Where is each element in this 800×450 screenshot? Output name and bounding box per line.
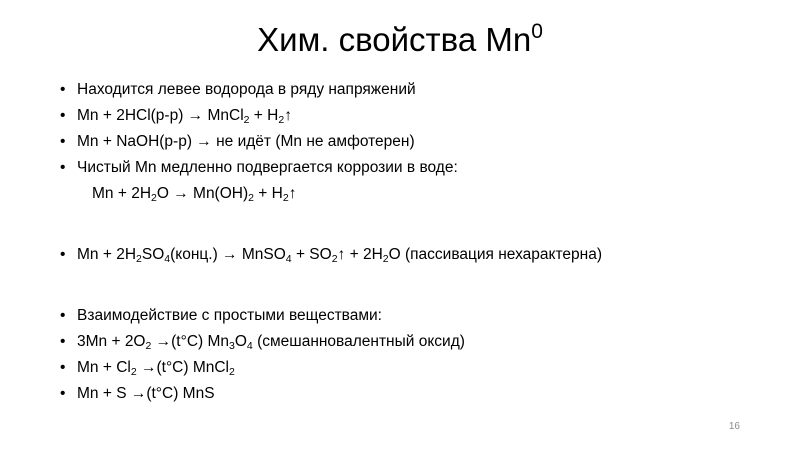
subscript-text: 2 <box>151 192 157 204</box>
subscript-text: 2 <box>136 253 142 265</box>
line-text: (смешанновалентный оксид) <box>252 333 465 350</box>
subscript-text: 4 <box>285 253 292 265</box>
line-text: ↑ + 2H <box>337 246 383 263</box>
line-text: →(t°C) MnCl <box>136 359 229 376</box>
subscript-text: 2 <box>145 340 152 352</box>
blank-line <box>60 268 780 303</box>
list-item <box>60 329 780 355</box>
page-number: 16 <box>728 421 740 432</box>
line-text: Mn + 2HCl(р-р) → MnCl <box>77 107 244 124</box>
line-text: 3Mn + 2O <box>77 333 146 350</box>
bullet-icon: • <box>60 385 66 402</box>
slide-title <box>0 20 800 60</box>
line-text: SO <box>141 246 165 263</box>
bullet-icon: • <box>60 133 66 150</box>
bullet-icon: • <box>60 81 66 98</box>
subscript-text: 4 <box>164 253 171 265</box>
subscript-text: 2 <box>229 366 235 378</box>
line-text: O → Mn(OH) <box>156 185 249 202</box>
list-item <box>60 242 780 268</box>
line-text: Mn + S →(t°C) MnS <box>77 385 215 402</box>
line-text: →(t°C) Mn <box>151 333 230 350</box>
bullet-icon: • <box>60 246 66 263</box>
subscript-text: 2 <box>130 366 137 378</box>
list-item <box>60 103 780 129</box>
list-item <box>60 77 780 103</box>
list-item <box>60 181 780 207</box>
line-text: Чистый Mn медленно подвергается коррозии в воде: <box>77 159 458 176</box>
subscript-text: 2 <box>243 114 250 126</box>
subscript-text: 2 <box>382 253 389 265</box>
line-text: Mn + 2H <box>92 185 152 202</box>
subscript-text: 4 <box>246 340 253 352</box>
subscript-text: 2 <box>248 192 254 204</box>
slide-title-text: Хим. свойства Mn <box>257 21 532 58</box>
blank-line <box>60 207 780 242</box>
subscript-text: 2 <box>331 253 338 265</box>
list-item <box>60 381 780 407</box>
line-text: + H <box>249 107 279 124</box>
line-text: + H <box>253 185 283 202</box>
bullet-icon: • <box>60 159 66 176</box>
bullet-icon: • <box>60 359 66 376</box>
slide-body <box>60 77 780 407</box>
line-text: Взаимодействие с простыми веществами: <box>77 307 382 324</box>
line-text: (конц.) → MnSO <box>170 246 286 263</box>
subscript-text: 3 <box>229 340 235 352</box>
line-text: Mn + NaOH(р-р) → не идёт (Mn не амфотерен) <box>77 133 415 150</box>
list-item <box>60 303 780 329</box>
line-text: Mn + 2H <box>77 246 137 263</box>
bullet-icon: • <box>60 307 66 324</box>
bullet-icon: • <box>60 107 66 124</box>
slide-title-superscript: 0 <box>531 20 543 43</box>
subscript-text: 2 <box>282 192 289 204</box>
list-item <box>60 155 780 181</box>
line-text: O (пассивация нехарактерна) <box>388 246 602 263</box>
line-text: + SO <box>291 246 332 263</box>
line-text: Mn + Cl <box>77 359 131 376</box>
line-text: ↑ <box>288 185 297 202</box>
line-text: Находится левее водорода в ряду напряжений <box>77 81 416 98</box>
line-text: ↑ <box>284 107 292 124</box>
list-item <box>60 129 780 155</box>
bullet-icon: • <box>60 333 66 350</box>
list-item <box>60 355 780 381</box>
subscript-text: 2 <box>278 114 285 126</box>
line-text: O <box>234 333 247 350</box>
